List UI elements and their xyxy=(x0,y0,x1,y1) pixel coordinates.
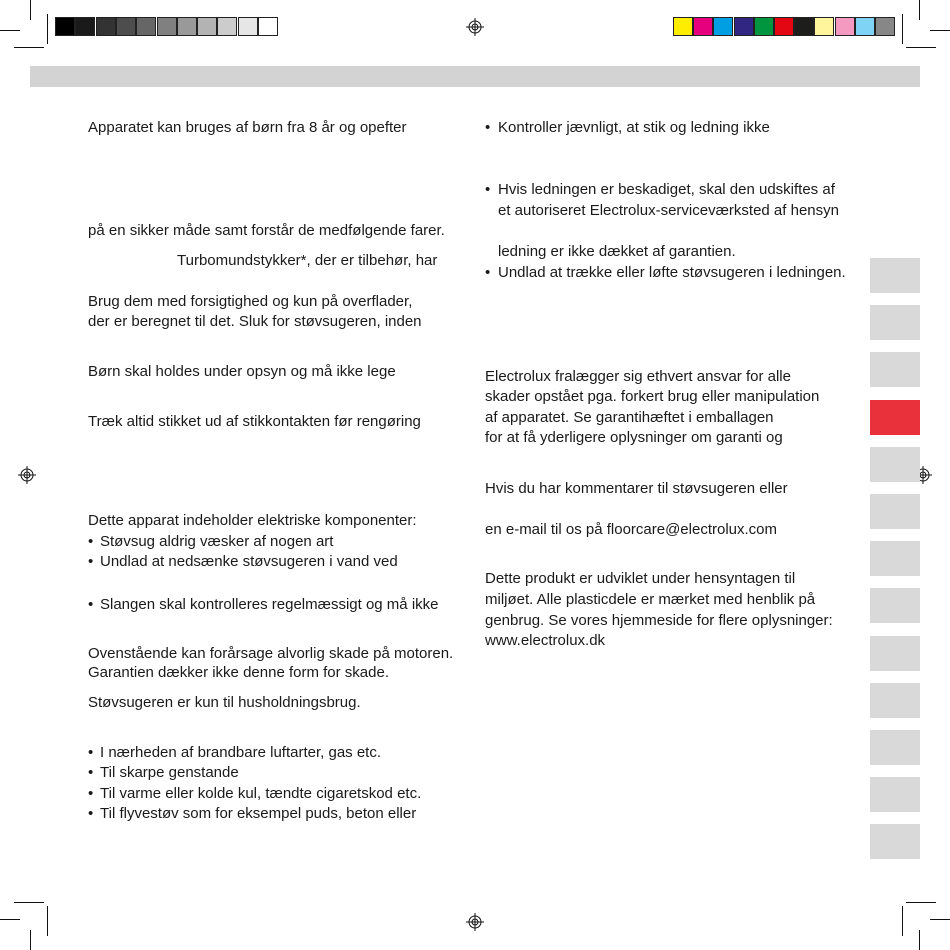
section-tab[interactable] xyxy=(870,824,920,859)
link[interactable]: www.electrolux.dk xyxy=(485,632,606,649)
list-item: Undlad at nedsænke støvsugeren i vand ved xyxy=(100,553,398,570)
paragraph: Apparatet kan bruges af børn fra 8 år og opefter xyxy=(88,119,407,136)
paragraph: genbrug. Se vores hjemmeside for flere oplysninger: xyxy=(485,612,833,629)
crosshair-circle-icon xyxy=(18,466,36,484)
paragraph: Dette apparat indeholder elektriske komponenter: xyxy=(88,512,417,529)
color-swatch xyxy=(875,17,895,36)
paragraph: Børn skal holdes under opsyn og må ikke lege xyxy=(88,363,396,380)
paragraph: for at få yderligere oplysninger om garanti og xyxy=(485,429,783,446)
color-swatch xyxy=(774,17,794,36)
section-tab[interactable] xyxy=(870,541,920,576)
section-tab-active[interactable] xyxy=(870,400,920,435)
color-swatch xyxy=(673,17,693,36)
list-item: Støvsug aldrig væsker af nogen art xyxy=(100,533,334,550)
section-tab[interactable] xyxy=(870,352,920,387)
list-item-continuation: et autoriseret Electrolux-serviceværksted af hensyn xyxy=(498,202,839,219)
gray-swatch xyxy=(136,17,156,36)
gray-swatch xyxy=(177,17,197,36)
gray-swatch xyxy=(116,17,136,36)
gray-swatch xyxy=(217,17,237,36)
list-item: Hvis ledningen er beskadiget, skal den udskiftes af xyxy=(498,181,835,198)
paragraph: af apparatet. Se garantihæftet i emballagen xyxy=(485,409,774,426)
bullet-marker: • xyxy=(88,785,94,802)
color-swatch xyxy=(734,17,754,36)
color-swatch xyxy=(814,17,834,36)
paragraph: Garantien dækker ikke denne form for skade. xyxy=(88,664,389,681)
bullet-marker: • xyxy=(88,553,94,570)
list-item: Til varme eller kolde kul, tændte cigaretskod etc. xyxy=(100,785,422,802)
section-tab[interactable] xyxy=(870,777,920,812)
gray-swatch xyxy=(96,17,116,36)
section-tab[interactable] xyxy=(870,258,920,293)
section-tab[interactable] xyxy=(870,636,920,671)
paragraph: Støvsugeren er kun til husholdningsbrug. xyxy=(88,694,361,711)
paragraph: Hvis du har kommentarer til støvsugeren eller xyxy=(485,480,788,497)
bullet-marker: • xyxy=(485,181,491,198)
paragraph: på en sikker måde samt forstår de medfølgende farer. xyxy=(88,222,445,239)
header-bar xyxy=(30,66,920,87)
gray-swatch xyxy=(238,17,258,36)
section-tab[interactable] xyxy=(870,305,920,340)
list-item: Slangen skal kontrolleres regelmæssigt og må ikke xyxy=(100,596,439,613)
paragraph: Træk altid stikket ud af stikkontakten før rengøring xyxy=(88,413,421,430)
gray-swatch xyxy=(75,17,95,36)
gray-swatch xyxy=(258,17,278,36)
section-tab[interactable] xyxy=(870,730,920,765)
bullet-marker: • xyxy=(88,805,94,822)
list-item-continuation: ledning er ikke dækket af garantien. xyxy=(498,243,736,260)
list-item: Kontroller jævnligt, at stik og ledning ikke xyxy=(498,119,770,136)
bullet-marker: • xyxy=(88,596,94,613)
paragraph: Electrolux fralægger sig ethvert ansvar for alle xyxy=(485,368,791,385)
paragraph: Ovenstående kan forårsage alvorlig skade på motoren. xyxy=(88,645,454,662)
list-item: Undlad at trække eller løfte støvsugeren i ledningen. xyxy=(498,264,846,281)
color-swatch xyxy=(835,17,855,36)
gray-swatch xyxy=(157,17,177,36)
bullet-marker: • xyxy=(88,764,94,781)
paragraph: Brug dem med forsigtighed og kun på overflader, xyxy=(88,293,413,310)
color-swatch xyxy=(754,17,774,36)
section-tab[interactable] xyxy=(870,494,920,529)
list-item: Til skarpe genstande xyxy=(100,764,239,781)
list-item: I nærheden af brandbare luftarter, gas etc. xyxy=(100,744,382,761)
color-swatch xyxy=(713,17,733,36)
gray-swatch xyxy=(55,17,75,36)
gray-swatch xyxy=(197,17,217,36)
section-tab[interactable] xyxy=(870,447,920,482)
bullet-marker: • xyxy=(485,264,491,281)
paragraph: Turbomundstykker*, der er tilbehør, har xyxy=(177,252,438,269)
paragraph: miljøet. Alle plasticdele er mærket med henblik på xyxy=(485,591,816,608)
crosshair-circle-icon xyxy=(466,18,484,36)
paragraph: en e-mail til os på floorcare@electrolux.com xyxy=(485,521,778,538)
bullet-marker: • xyxy=(485,119,491,136)
crosshair-circle-icon xyxy=(466,913,484,931)
color-swatch xyxy=(855,17,875,36)
color-swatch xyxy=(693,17,713,36)
bullet-marker: • xyxy=(88,533,94,550)
bullet-marker: • xyxy=(88,744,94,761)
paragraph: der er beregnet til det. Sluk for støvsugeren, inden xyxy=(88,313,422,330)
list-item: Til flyvestøv som for eksempel puds, beton eller xyxy=(100,805,417,822)
color-swatch xyxy=(794,17,814,36)
section-tab[interactable] xyxy=(870,588,920,623)
section-tab[interactable] xyxy=(870,683,920,718)
paragraph: skader opstået pga. forkert brug eller manipulation xyxy=(485,388,820,405)
paragraph: Dette produkt er udviklet under hensyntagen til xyxy=(485,570,796,587)
